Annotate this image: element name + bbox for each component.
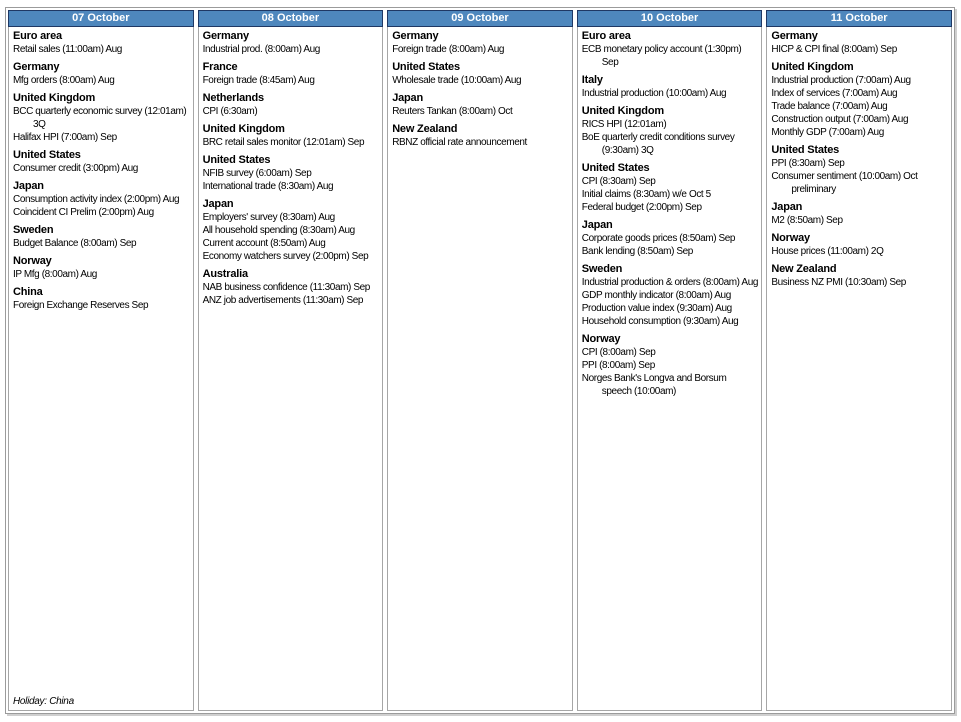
country-name: France (202, 61, 238, 73)
country-group (582, 333, 759, 398)
event-line: Construction output (7:00am) Aug (771, 114, 909, 125)
country-group (771, 232, 948, 258)
day-column (577, 10, 763, 711)
event-line: Industrial prod. (8:00am) Aug (202, 44, 320, 55)
event-line: Current account (8:50am) Aug (202, 238, 326, 249)
country-name: United Kingdom (771, 61, 854, 73)
country-name: New Zealand (771, 263, 837, 275)
country-name: United Kingdom (581, 105, 664, 117)
event-line: Foreign trade (8:00am) Aug (392, 44, 505, 55)
event-line: PPI (8:30am) Sep (771, 158, 845, 169)
day-column-body (766, 27, 952, 711)
country-group (582, 219, 759, 258)
event-line: Economy watchers survey (2:00pm) Sep (202, 251, 369, 262)
event-line: CPI (8:00am) Sep (581, 347, 656, 358)
country-group (771, 144, 948, 196)
event-line: Initial claims (8:30am) w/e Oct 5 (581, 189, 711, 200)
event-line: CPI (8:30am) Sep (581, 176, 656, 187)
event-line: RBNZ official rate announcement (392, 137, 527, 148)
country-name: Germany (392, 30, 439, 42)
event-line: Bank lending (8:50am) Sep (581, 246, 693, 257)
day-column (8, 10, 194, 711)
country-name: Italy (581, 74, 603, 86)
event-line: GDP monthly indicator (8:00am) Aug (581, 290, 731, 301)
day-column-body (8, 27, 194, 711)
day-column-header: 09 October (387, 10, 573, 27)
event-line: Consumption activity index (2:00pm) Aug (13, 194, 180, 205)
event-line: Coincident CI Prelim (2:00pm) Aug (13, 207, 154, 218)
event-line: M2 (8:50am) Sep (771, 215, 843, 226)
event-line: BoE quarterly credit conditions survey (9:30am) 3Q (581, 132, 735, 156)
day-column-header: 08 October (198, 10, 384, 27)
event-line: Retail sales (11:00am) Aug (13, 44, 122, 55)
country-group (13, 30, 190, 56)
country-name: Germany (13, 61, 60, 73)
country-group (771, 201, 948, 227)
day-column (198, 10, 384, 711)
holiday-note: Holiday: China (13, 696, 74, 707)
country-name: Japan (13, 180, 44, 192)
country-group (13, 92, 190, 144)
event-line: Foreign Exchange Reserves Sep (13, 300, 149, 311)
country-name: Euro area (581, 30, 631, 42)
country-group (203, 61, 380, 87)
country-name: United States (13, 149, 81, 161)
country-group (771, 263, 948, 289)
event-line: Reuters Tankan (8:00am) Oct (392, 106, 513, 117)
country-group (13, 255, 190, 281)
country-group (13, 180, 190, 219)
country-group (771, 30, 948, 56)
day-column (766, 10, 952, 711)
event-line: Corporate goods prices (8:50am) Sep (581, 233, 736, 244)
country-name: United Kingdom (202, 123, 285, 135)
day-column (387, 10, 573, 711)
event-line: PPI (8:00am) Sep (581, 360, 655, 371)
event-line: Halifax HPI (7:00am) Sep (13, 132, 117, 143)
event-line: BRC retail sales monitor (12:01am) Sep (202, 137, 365, 148)
country-group (203, 123, 380, 149)
country-group (582, 263, 759, 328)
event-line: House prices (11:00am) 2Q (771, 246, 884, 257)
event-line: ANZ job advertisements (11:30am) Sep (202, 295, 364, 306)
country-name: Japan (202, 198, 234, 210)
country-name: Australia (202, 268, 248, 280)
country-group (392, 30, 569, 56)
country-name: Japan (581, 219, 613, 231)
country-group (203, 268, 380, 307)
country-name: Norway (13, 255, 52, 267)
event-line: HICP & CPI final (8:00am) Sep (771, 44, 897, 55)
country-name: Netherlands (202, 92, 264, 104)
country-group (13, 61, 190, 87)
country-group (13, 286, 190, 312)
event-line: NFIB survey (6:00am) Sep (202, 168, 312, 179)
event-line: Norges Bank's Longva and Borsum speech (10:00am) (581, 373, 727, 397)
country-name: New Zealand (392, 123, 458, 135)
event-line: Foreign trade (8:45am) Aug (202, 75, 315, 86)
event-line: Wholesale trade (10:00am) Aug (392, 75, 522, 86)
event-line: Industrial production (10:00am) Aug (581, 88, 727, 99)
country-group (582, 30, 759, 69)
event-line: International trade (8:30am) Aug (202, 181, 334, 192)
country-name: United States (202, 154, 271, 166)
event-line: Consumer sentiment (10:00am) Oct preliminary (771, 171, 918, 195)
country-name: Euro area (13, 30, 62, 42)
country-name: China (13, 286, 43, 298)
event-line: IP Mfg (8:00am) Aug (13, 269, 97, 280)
country-group (392, 123, 569, 149)
event-line: BCC quarterly economic survey (12:01am) 3Q (13, 106, 187, 130)
event-line: Business NZ PMI (10:30am) Sep (771, 277, 906, 288)
country-group (771, 61, 948, 139)
country-group (203, 30, 380, 56)
country-name: Germany (202, 30, 249, 42)
event-line: Production value index (9:30am) Aug (581, 303, 732, 314)
country-group (203, 92, 380, 118)
event-line: Industrial production (7:00am) Aug (771, 75, 911, 86)
event-line: Trade balance (7:00am) Aug (771, 101, 888, 112)
country-name: Sweden (581, 263, 623, 275)
economic-calendar-table (5, 7, 955, 714)
country-name: United States (581, 162, 650, 174)
country-group (203, 154, 380, 193)
event-line: CPI (6:30am) (202, 106, 258, 117)
event-line: Industrial production & orders (8:00am) Aug (581, 277, 759, 288)
event-line: Budget Balance (8:00am) Sep (13, 238, 137, 249)
country-name: United Kingdom (13, 92, 96, 104)
country-group (203, 198, 380, 263)
country-group (582, 162, 759, 214)
day-column-header: 11 October (766, 10, 952, 27)
country-group (392, 61, 569, 87)
event-line: All household spending (8:30am) Aug (202, 225, 355, 236)
event-line: Employers' survey (8:30am) Aug (202, 212, 335, 223)
country-name: United States (392, 61, 460, 73)
event-line: Federal budget (2:00pm) Sep (581, 202, 702, 213)
event-line: Consumer credit (3:00pm) Aug (13, 163, 138, 174)
day-column-header: 10 October (577, 10, 763, 27)
country-name: Japan (771, 201, 803, 213)
event-line: Index of services (7:00am) Aug (771, 88, 898, 99)
event-line: RICS HPI (12:01am) (581, 119, 667, 130)
event-line: ECB monetary policy account (1:30pm) Sep (581, 44, 742, 68)
country-group (13, 224, 190, 250)
event-line: Household consumption (9:30am) Aug (581, 316, 739, 327)
day-column-header: 07 October (8, 10, 194, 27)
day-column-body (198, 27, 384, 711)
country-name: Sweden (13, 224, 54, 236)
event-line: Monthly GDP (7:00am) Aug (771, 127, 884, 138)
event-line: Mfg orders (8:00am) Aug (13, 75, 115, 86)
country-group (582, 105, 759, 157)
country-name: Germany (771, 30, 818, 42)
country-group (392, 92, 569, 118)
country-group (13, 149, 190, 175)
event-line: NAB business confidence (11:30am) Sep (202, 282, 370, 293)
country-group (582, 74, 759, 100)
country-name: Norway (771, 232, 810, 244)
country-name: Norway (581, 333, 621, 345)
day-column-body (577, 27, 763, 711)
day-column-body (387, 27, 573, 711)
country-name: United States (771, 144, 840, 156)
country-name: Japan (392, 92, 423, 104)
